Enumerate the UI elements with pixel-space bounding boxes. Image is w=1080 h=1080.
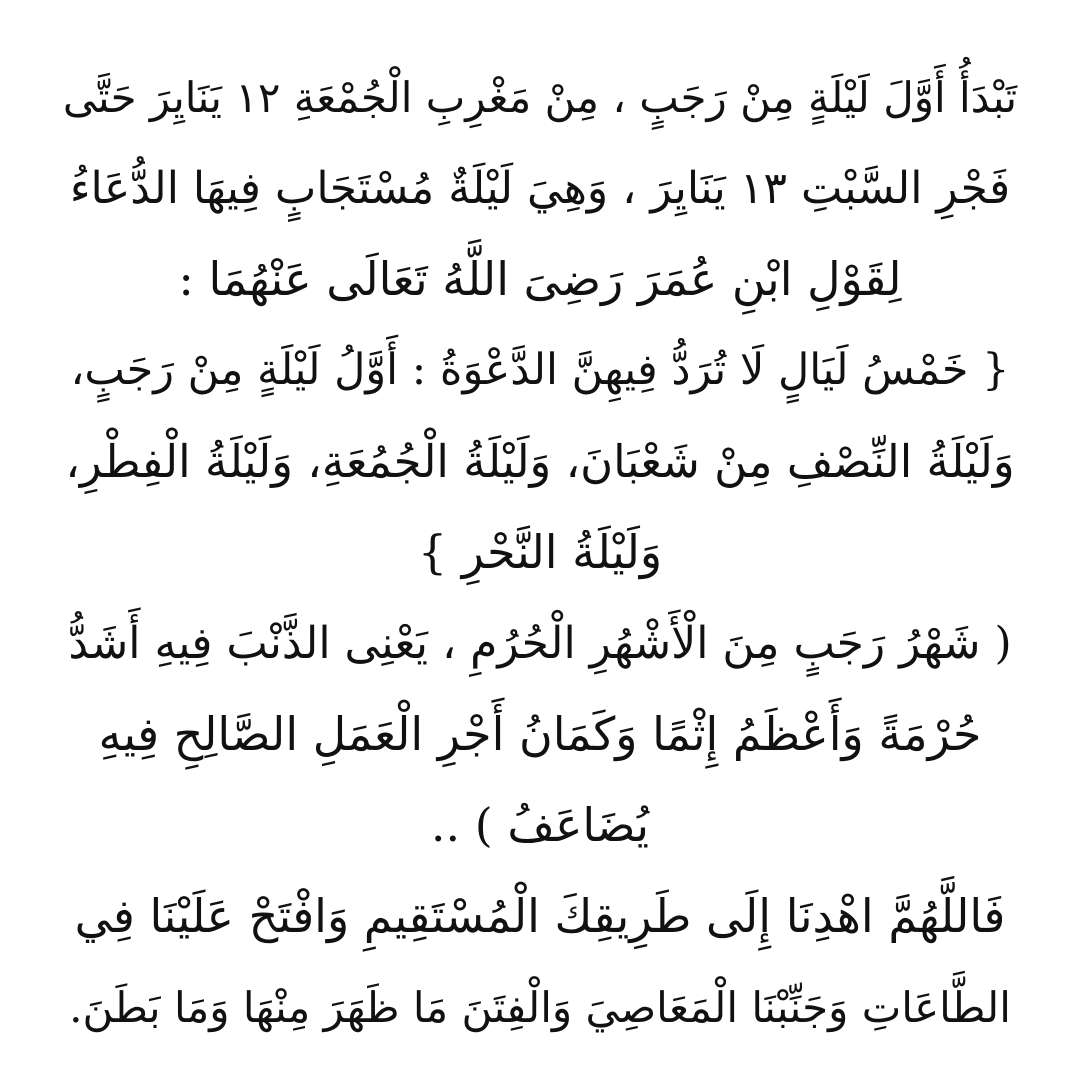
text-line-6: وَلَيْلَةُ النَّحْرِ } [417,525,663,579]
text-line-3: لِقَوْلِ ابْنِ عُمَرَ رَضِىَ اللَّهُ تَعَالَى عَنْهُمَا : [178,252,902,306]
text-line-10: فَاللَّهُمَّ اهْدِنَا إِلَى طَرِيقِكَ الْمُسْتَقِيمِ وَافْتَحْ عَلَيْنَا فِي [74,889,1006,943]
text-line-9: يُضَاعَفُ ) .. [430,798,650,852]
text-line-4: { خَمْسُ لَيَالٍ لَا تُرَدُّ فِيهِنَّ الدَّعْوَةُ : أَوَّلُ لَيْلَةٍ مِنْ رَجَبٍ، [70,345,1010,395]
arabic-text-block [60,52,1020,1053]
text-line-1: تَبْدَأُ أَوَّلَ لَيْلَةٍ مِنْ رَجَبٍ ، مِنْ مَغْرِبِ الْجُمْعَةِ ١٢ يَنَايِرَ حَتَّى [62,73,1018,122]
text-line-8: حُرْمَةً وَأَعْظَمُ إِثْمًا وَكَمَانُ أَجْرِ الْعَمَلِ الصَّالِحِ فِيهِ [98,707,982,761]
text-line-5: وَلَيْلَةُ النِّصْفِ مِنْ شَعْبَانَ، وَلَيْلَةُ الْجُمُعَةِ، وَلَيْلَةُ الْفِطْرِ، [65,435,1015,488]
text-line-2: فَجْرِ السَّبْتِ ١٣ يَنَايِرَ ، وَهِيَ لَيْلَةٌ مُسْتَجَابٍ فِيهَا الدُّعَاءُ [69,163,1011,214]
text-line-7: ( شَهْرُ رَجَبٍ مِنَ الْأَشْهُرِ الْحُرُمِ ، يَعْنِى الذَّنْبَ فِيهِ أَشَدُّ [68,618,1012,669]
text-line-11: الطَّاعَاتِ وَجَنِّبْنَا الْمَعَاصِيَ وَالْفِتَنَ مَا ظَهَرَ مِنْهَا وَمَا بَطَنَ. [69,983,1011,1032]
